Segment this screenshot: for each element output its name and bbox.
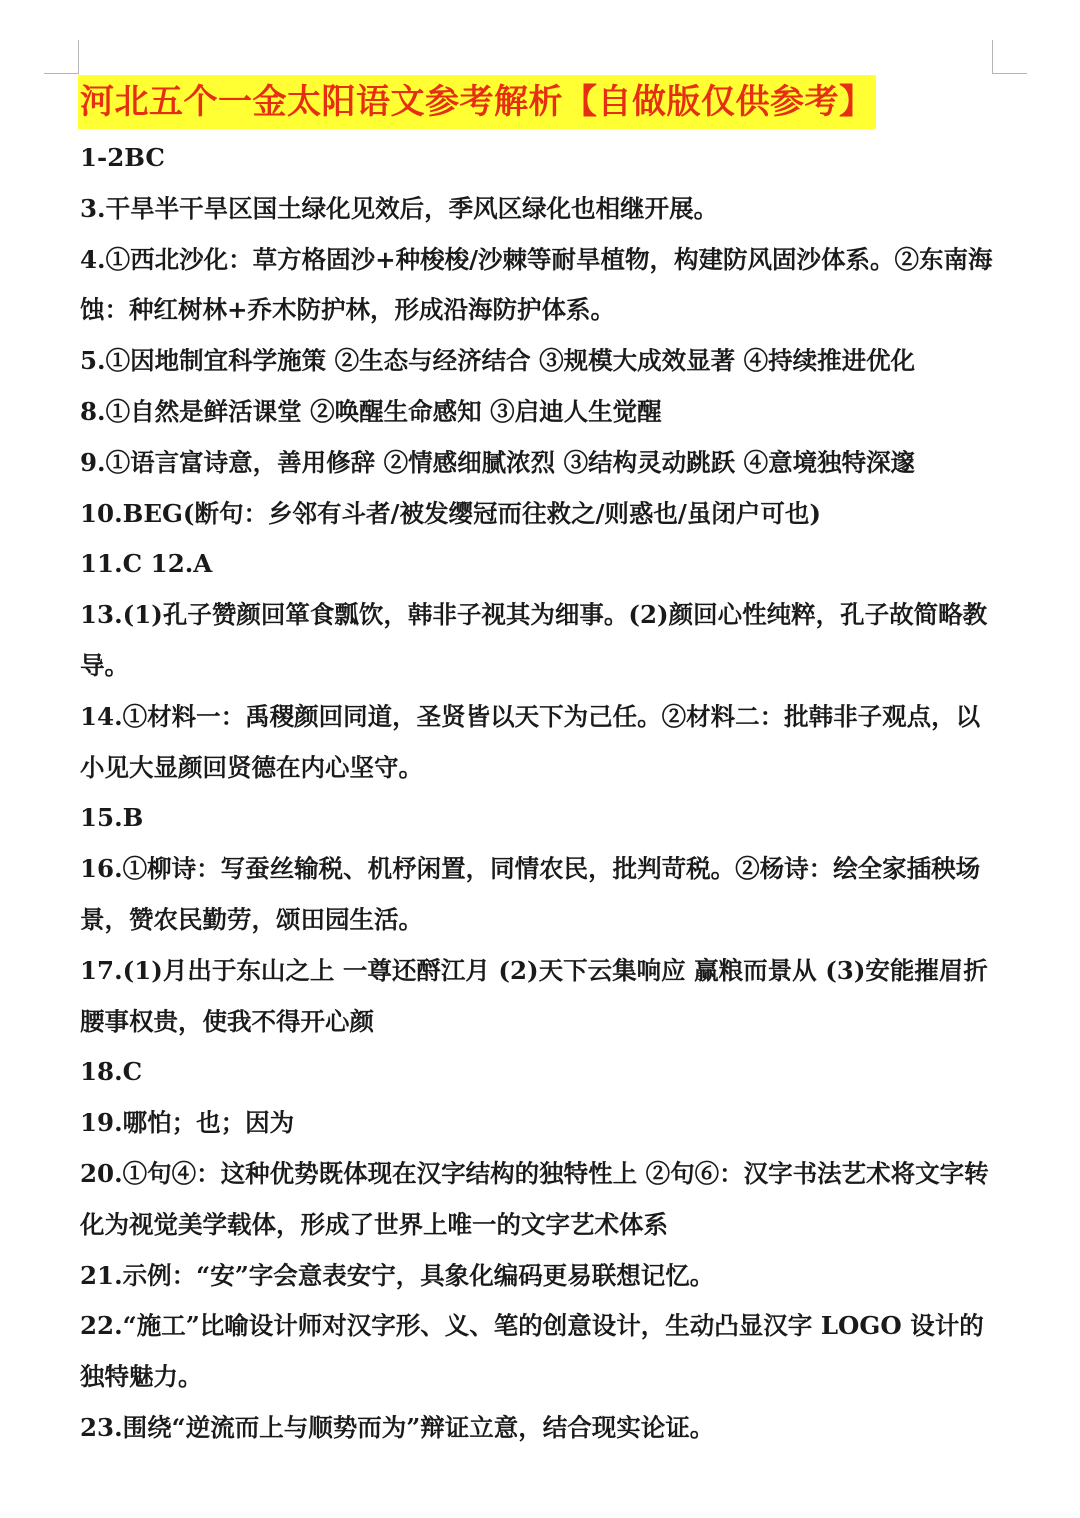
crop-mark-top-left-horizontal <box>44 73 78 74</box>
answer-item: 20.①句④：这种优势既体现在汉字结构的独特性上 ②句⑥：汉字书法艺术将文字转化为视觉美学载体，形成了世界上唯一的文字艺术体系 <box>80 1158 989 1239</box>
answer-item: 1-2BC <box>80 143 165 172</box>
crop-mark-top-left-vertical <box>78 40 79 74</box>
answer-item: 3.干旱半干旱区国土绿化见效后，季风区绿化也相继开展。 <box>80 193 719 223</box>
crop-mark-top-right-horizontal <box>993 73 1027 74</box>
answer-item: 17.(1)月出于东山之上 一尊还酹江月 (2)天下云集响应 赢粮而景从 (3)安能摧眉折腰事权贵，使我不得开心颜 <box>80 955 988 1036</box>
answer-item: 21.示例：“安”字会意表安宁，具象化编码更易联想记忆。 <box>80 1260 715 1290</box>
answer-item: 16.①柳诗：写蚕丝输税、机杼闲置，同情农民，批判苛税。②杨诗：绘全家插秧场景，赞农民勤劳，颂田园生活。 <box>80 854 981 934</box>
answer-item: 5.①因地制宜科学施策 ②生态与经济结合 ③规模大成效显著 ④持续推进优化 <box>80 346 916 376</box>
answer-item: 13.(1)孔子赞颜回箪食瓢饮，韩非子视其为细事。(2)颜回心性纯粹，孔子故简略教导。 <box>80 600 988 680</box>
answer-item: 8.①自然是鲜活课堂 ②唤醒生命感知 ③启迪人生觉醒 <box>80 396 662 426</box>
answer-item: 9.①语言富诗意，善用修辞 ②情感细腻浓烈 ③结构灵动跳跃 ④意境独特深邃 <box>80 447 916 477</box>
answer-item: 19.哪怕；也；因为 <box>80 1108 295 1138</box>
answer-item: 14.①材料一：禹稷颜回同道，圣贤皆以天下为己任。②材料二：批韩非子观点，以小见大显颜回贤德在内心坚守。 <box>80 701 981 782</box>
answer-list <box>80 133 995 1454</box>
answer-item: 18.C <box>80 1057 143 1087</box>
document-title: 河北五个一金太阳语文参考解析【自做版仅供参考】 <box>78 75 876 129</box>
document-page <box>80 75 995 1454</box>
answer-item: 4.①西北沙化：草方格固沙+种梭梭/沙棘等耐旱植物，构建防风固沙体系。②东南海蚀：种红树林+乔木防护林，形成沿海防护体系。 <box>80 244 993 325</box>
answer-item: 22.“施工”比喻设计师对汉字形、义、笔的创意设计，生动凸显汉字 LOGO 设计的独特魅力。 <box>80 1311 984 1392</box>
answer-item: 10.BEG(断句：乡邻有斗者/被发缨冠而往救之/则惑也/虽闭户可也) <box>80 498 821 528</box>
answer-item: 23.围绕“逆流而上与顺势而为”辩证立意，结合现实论证。 <box>80 1412 715 1442</box>
answer-item: 11.C 12.A <box>80 549 213 579</box>
answer-item: 15.B <box>80 803 144 833</box>
crop-mark-top-right-vertical <box>992 40 993 74</box>
